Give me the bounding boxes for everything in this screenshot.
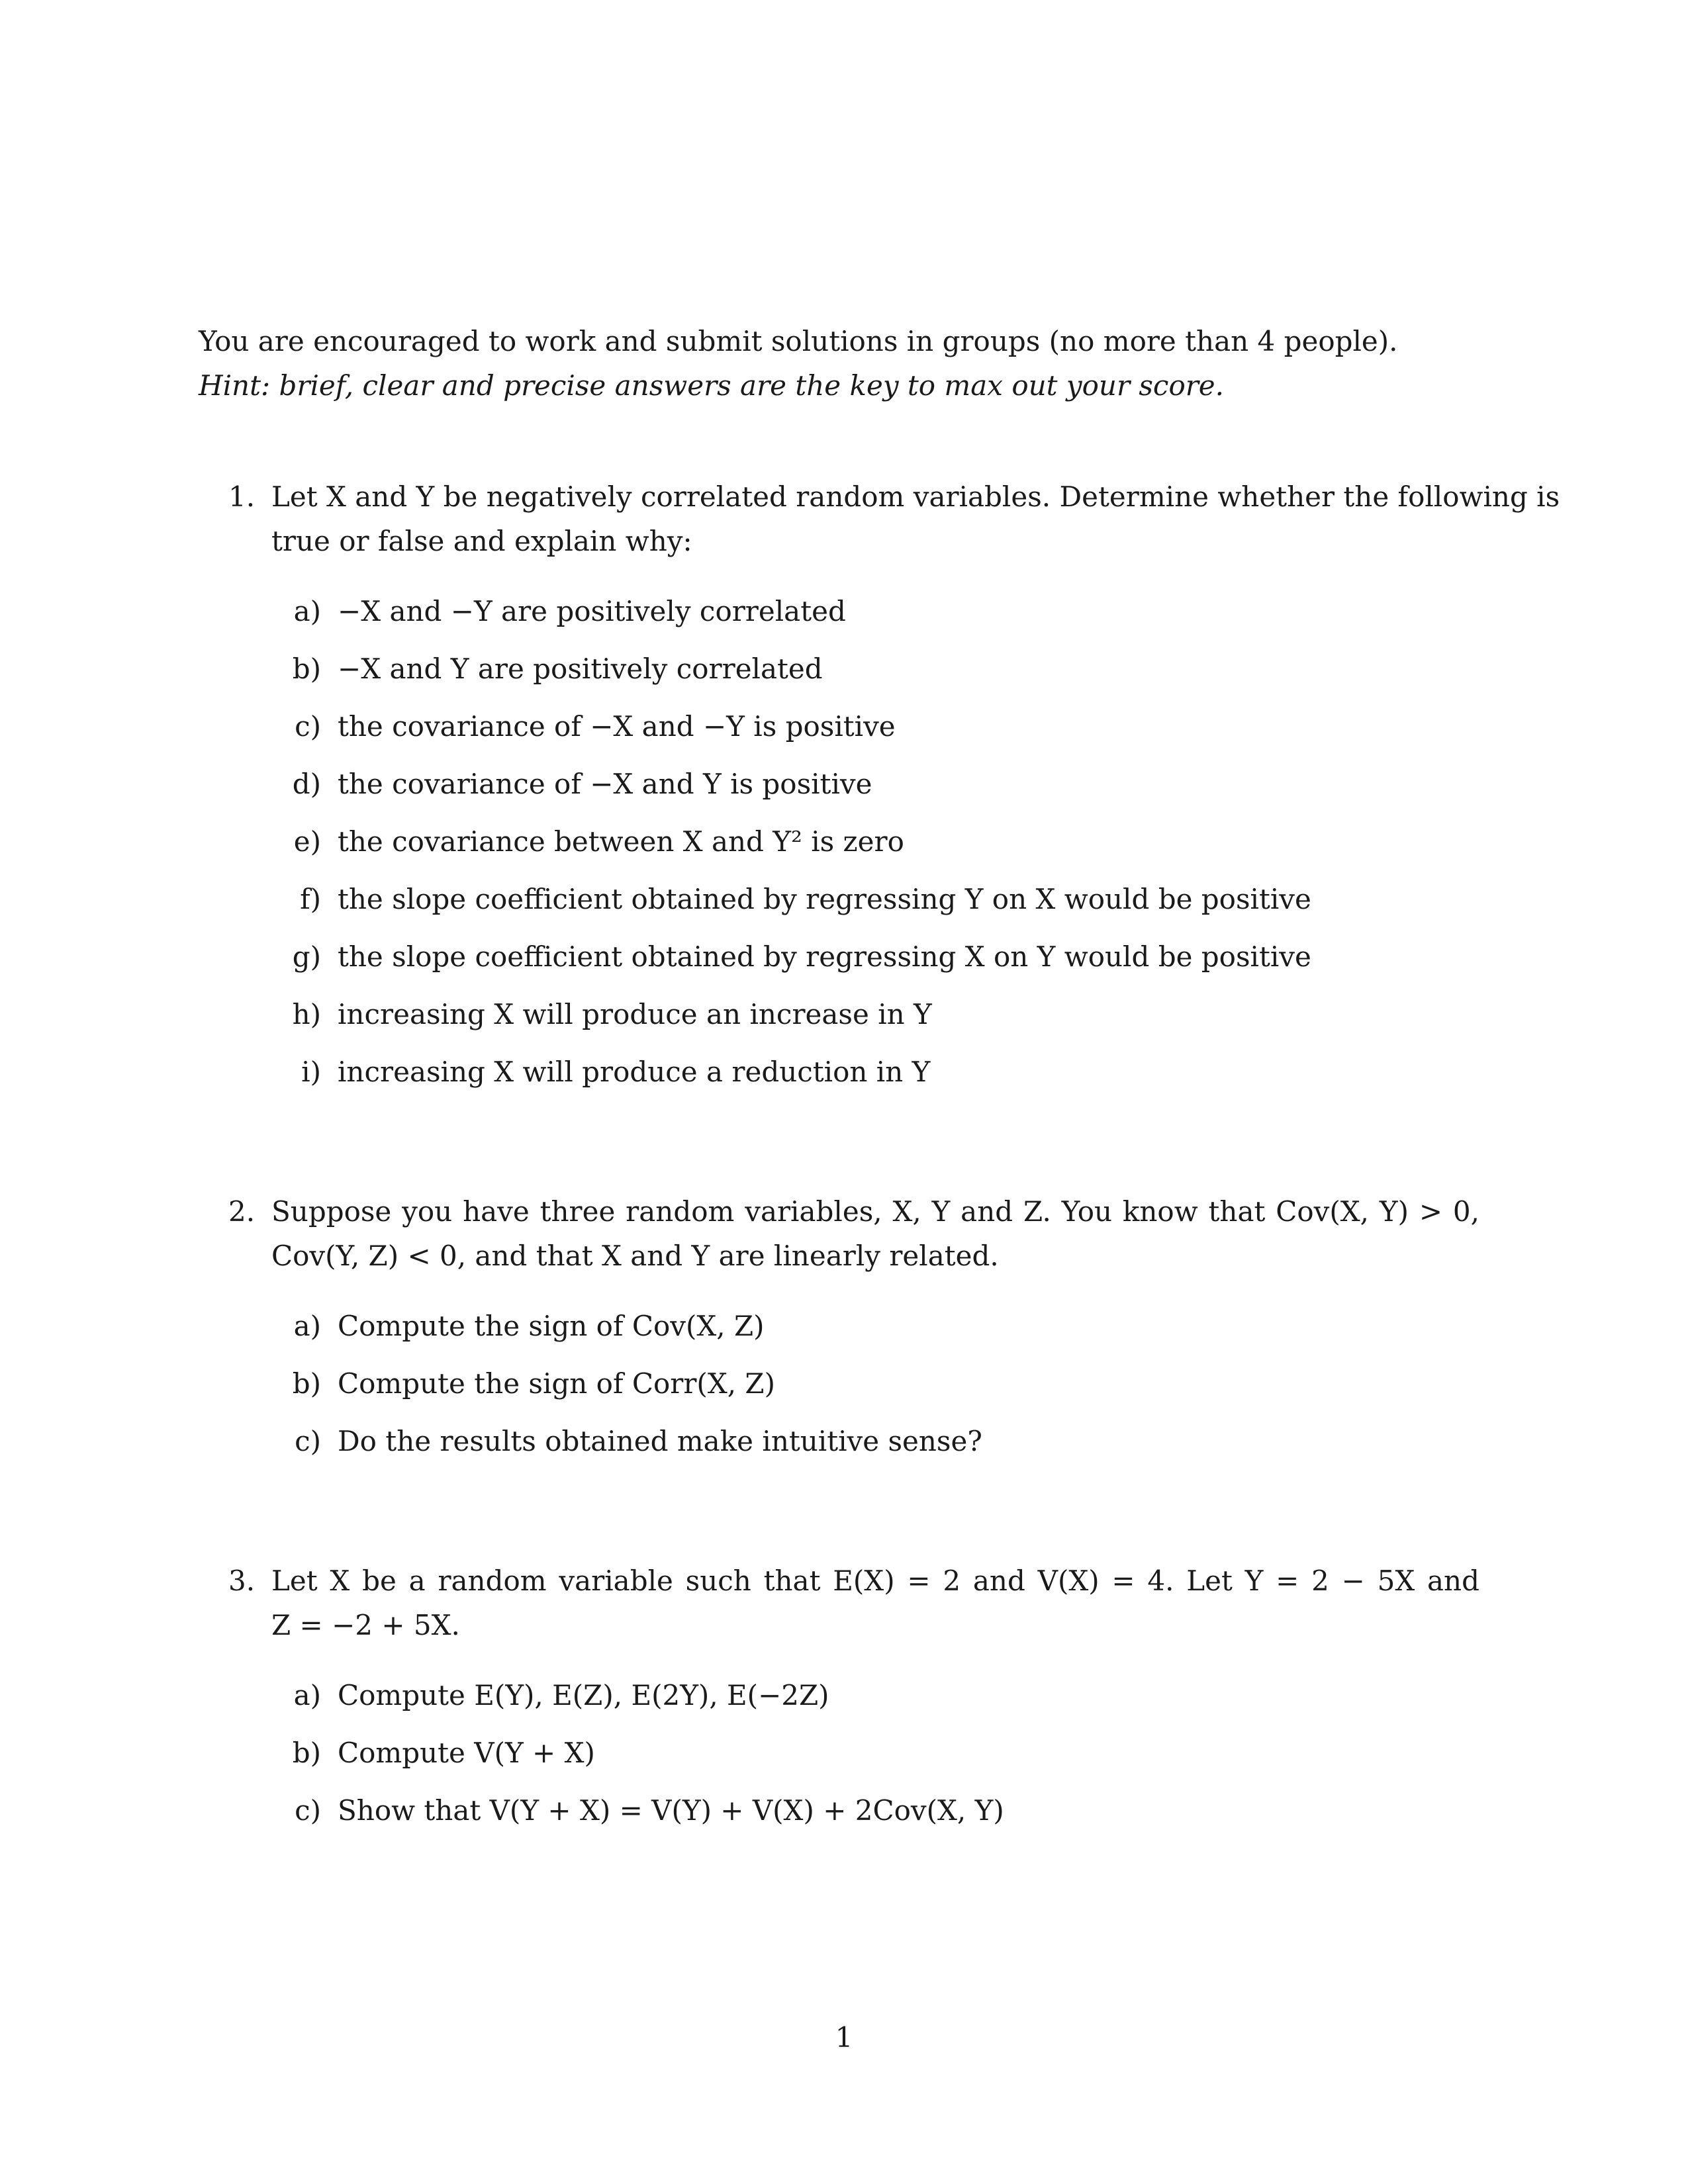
list-item: the slope coefficient obtained by regressing X on Y would be positive	[338, 940, 1311, 973]
item-label: c)	[295, 1425, 321, 1457]
question-text-line: Cov(Y, Z) < 0, and that X and Y are linearly related.	[271, 1240, 999, 1272]
hint-text: Hint: brief, clear and precise answers are the key to max out your score.	[199, 369, 1225, 402]
list-item: increasing X will produce a reduction in Y	[338, 1056, 931, 1088]
list-item: −X and Y are positively correlated	[338, 653, 823, 685]
list-item: the covariance of −X and Y is positive	[338, 768, 872, 800]
list-item: the covariance of −X and −Y is positive	[338, 710, 896, 743]
question-text-line: Z = −2 + 5X.	[271, 1609, 460, 1641]
list-item: −X and −Y are positively correlated	[338, 595, 846, 627]
item-label: f)	[300, 883, 321, 915]
item-label: c)	[295, 710, 321, 743]
list-item: Do the results obtained make intuitive sense?	[338, 1425, 982, 1457]
intro-text: You are encouraged to work and submit solutions in groups (no more than 4 people).	[199, 325, 1398, 357]
item-label: d)	[292, 768, 321, 800]
page-number: 1	[835, 2021, 853, 2054]
item-label: c)	[295, 1794, 321, 1827]
item-label: a)	[293, 595, 321, 627]
item-label: b)	[292, 1367, 321, 1400]
question-text-line: Suppose you have three random variables, X, Y and Z. You know that Cov(X, Y) > 0,	[271, 1195, 1479, 1228]
list-item: the slope coefficient obtained by regressing Y on X would be positive	[338, 883, 1311, 915]
question-text-line: true or false and explain why:	[271, 525, 692, 557]
question-text-line: Let X and Y be negatively correlated random variables. Determine whether the following is	[271, 480, 1560, 513]
list-item: Compute the sign of Cov(X, Z)	[338, 1310, 765, 1342]
item-label: i)	[301, 1056, 321, 1088]
item-label: a)	[293, 1310, 321, 1342]
list-item: Compute E(Y), E(Z), E(2Y), E(−2Z)	[338, 1679, 829, 1711]
question-text-line: Let X be a random variable such that E(X) = 2 and V(X) = 4. Let Y = 2 − 5X and	[271, 1565, 1479, 1597]
item-label: b)	[292, 653, 321, 685]
list-item: Show that V(Y + X) = V(Y) + V(X) + 2Cov(X, Y)	[338, 1794, 1004, 1827]
question-number: 3.	[228, 1565, 256, 1597]
question-number: 1.	[228, 480, 256, 513]
list-item: Compute the sign of Corr(X, Z)	[338, 1367, 775, 1400]
item-label: g)	[292, 940, 321, 973]
list-item: the covariance between X and Y² is zero	[338, 825, 904, 858]
item-label: b)	[292, 1737, 321, 1769]
question-number: 2.	[228, 1195, 256, 1228]
item-label: a)	[293, 1679, 321, 1711]
item-label: h)	[292, 998, 321, 1030]
item-label: e)	[293, 825, 321, 858]
list-item: Compute V(Y + X)	[338, 1737, 595, 1769]
list-item: increasing X will produce an increase in Y	[338, 998, 932, 1030]
